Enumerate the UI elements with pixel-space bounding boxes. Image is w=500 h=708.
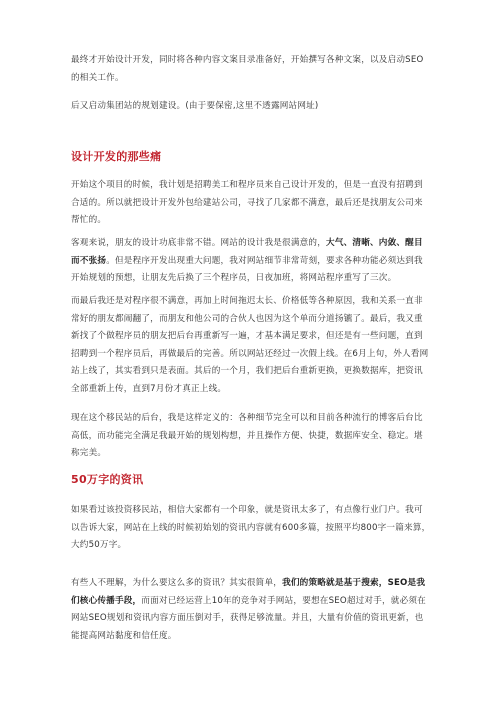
heading-500k-words: 50万字的资讯 [71,473,144,486]
paragraph-project-start: 开始这个项目的时候，我计划是招聘美工和程序员来自己设计开发的，但是一直没有招聘到合适的。所以就把设计开发外包给建站公司，寻找了几家都不满意，最后还是找朋友公司来帮忙的。 [71,180,423,225]
text-bold: 我们的策略就是基于搜索，SEO是我们核心传播手段， [71,578,426,606]
paragraph-group-site: 后又启动集团站的规划建设。(由于要保密,这里不透露网站网址) [71,101,319,111]
heading-design-pains: 设计开发的那些痛 [71,150,162,163]
text-normal: 客观来说，朋友的设计功底非常不错。网站的设计我是很满意的， [71,238,327,248]
text-normal: 有些人不理解，为什么要这么多的资讯？其实很简单， [71,578,283,588]
paragraph-design-quality [71,235,431,288]
paragraph-seo-strategy [71,575,431,645]
text-normal: 而面对已经运营上10年的竞争对手网站，要想在SEO超过对手，就必须在网站SEO规划和资讯内容方面压倒对手，获得足够流量。并且，大量有价值的资讯更新，也能提高网站黏度和信任度。 [71,595,426,641]
text-normal: 。但是程序开发出现重大问题，我对网站细节非常苛刻，要求各种功能必须达到我开始规划的预想，让朋友先后换了三个程序员，日夜加班，将网站程序重写了三次。 [71,255,423,283]
paragraph-seo-start: 最终才开始设计开发，同时将各种内容文案目录准备好，开始撰写各种文案，以及启动SEO的相关工作。 [71,55,424,83]
paragraph-program-issues: 而最后我还是对程序很不满意，再加上时间拖迟太长、价格低等各种原因，我和关系一直非常好的朋友都闹翻了，而朋友和他公司的合伙人也因为这个单而分道扬镳了。最后，我又重新找了个做程序员的朋友把后台再重新写一遍，才基本满足要求，但还是有一些问题，直到招聘到一个程序员后，再做最后的完善。所以网站还经过一次假上线。在6月上旬，外人看网站上线了，其实看到只是表面。其后的一个月，我们把后台重新更换，更换数据库，把资讯全部重新上传，直到7月份才真正上线。 [71,296,429,394]
paragraph-content-volume: 如果看过该投资移民站，相信大家都有一个印象，就是资讯太多了，有点像行业门户。我可以告诉大家，网站在上线的时候初始划的资讯内容就有600多篇，按照平均800字一篇来算，大约50万字。 [71,505,431,550]
paragraph-backend-definition: 现在这个移民站的后台，我是这样定义的：各种细节完全可以和目前各种流行的博客后台比高低，而功能完全满足我最开始的规划构想，并且操作方便、快捷，数据库安全、稳定。堪称完美。 [71,413,423,458]
text-bold: 大气、清晰、内敛、醒目而不张扬 [71,238,423,266]
